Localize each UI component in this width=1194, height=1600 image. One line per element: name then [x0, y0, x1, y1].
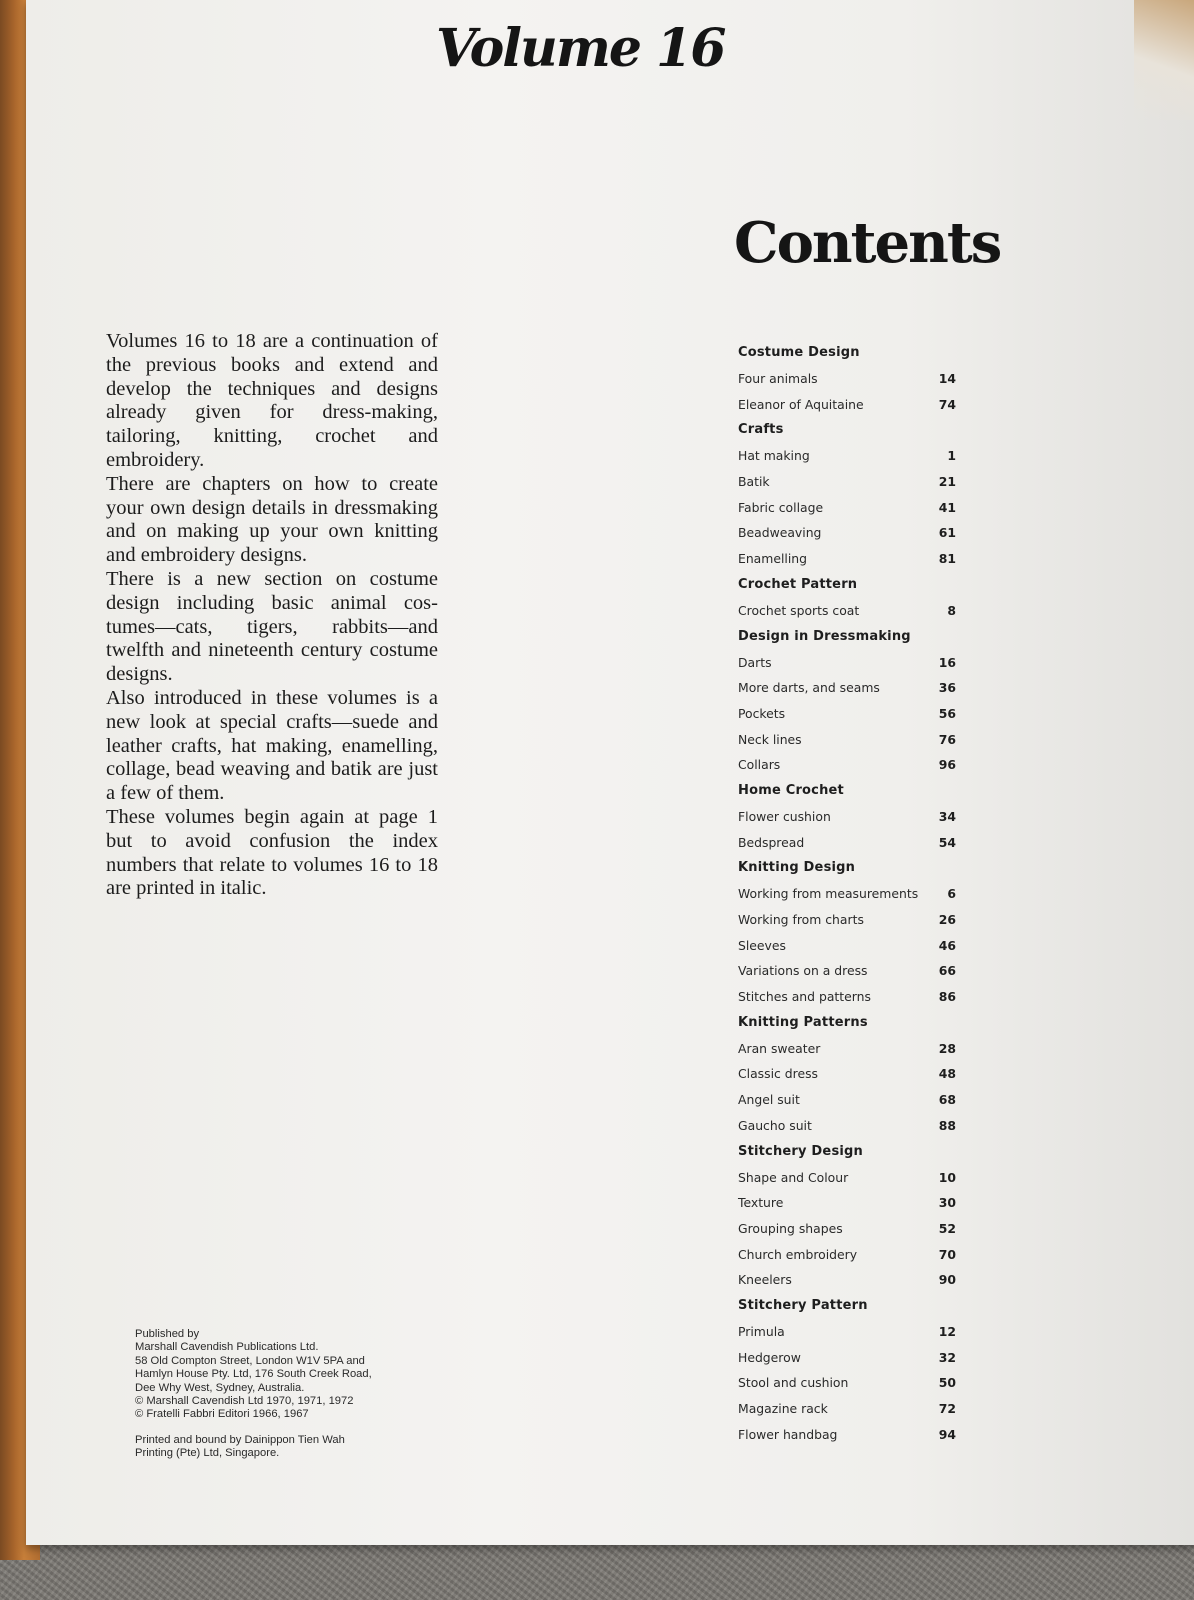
toc-entry	[738, 752, 956, 778]
toc-section-heading: Costume Design	[738, 345, 860, 360]
toc-entry	[738, 675, 956, 701]
toc-entry-title: Texture	[738, 1195, 784, 1211]
toc-entry-page: 50	[938, 1375, 956, 1391]
toc-entry	[738, 1319, 956, 1345]
toc-entry-page: 74	[938, 396, 956, 412]
toc-entry-page: 66	[938, 963, 956, 979]
intro-text	[106, 330, 438, 901]
toc-entry-title: Magazine rack	[738, 1401, 828, 1416]
toc-entry-page: 36	[938, 680, 956, 696]
toc-entry-title: Bedspread	[738, 834, 805, 850]
toc-entry-page: 6	[947, 886, 956, 902]
toc-entry-title: Darts	[738, 654, 772, 670]
toc-section	[738, 1293, 956, 1447]
toc-entry-title: Gaucho suit	[738, 1117, 812, 1133]
book-page	[26, 0, 1194, 1545]
toc-entry	[738, 1061, 956, 1087]
toc-entry-title: Four animals	[738, 371, 818, 386]
toc-entry	[738, 1190, 956, 1216]
toc-entry-page: 16	[938, 654, 956, 670]
toc-section	[738, 624, 956, 778]
toc-entry-title: Working from measurements	[738, 886, 919, 902]
toc-entry	[738, 1422, 956, 1448]
toc-section	[738, 1010, 956, 1139]
toc-entry	[738, 958, 956, 984]
toc-entry-title: Eleanor of Aquitaine	[738, 396, 864, 412]
intro-paragraph: There is a new section on costume design including basic animal cos-tumes—cats, tigers, rabbits—and twelfth and nineteenth century costume designs.	[106, 567, 438, 686]
toc-entry-page: 14	[938, 371, 956, 386]
toc-entry	[738, 650, 956, 676]
toc-entry-title: Primula	[738, 1323, 785, 1339]
toc-entry	[738, 1370, 956, 1396]
toc-entry-title: Classic dress	[738, 1066, 819, 1082]
toc-entry	[738, 1345, 956, 1371]
toc-entry-page: 10	[938, 1169, 956, 1185]
toc-entry-title: Beadweaving	[738, 525, 822, 541]
toc-entry-page: 1	[947, 448, 956, 464]
toc-entry-page: 8	[947, 602, 956, 618]
table-of-contents	[738, 340, 956, 1447]
toc-entry-page: 96	[938, 757, 956, 773]
toc-entry	[738, 495, 956, 521]
toc-entry-title: Angel suit	[738, 1092, 800, 1108]
intro-paragraph: Volumes 16 to 18 are a continuation of the previous books and extend and develop the techniques and designs already given for dress-making, tailoring, knitting, crochet and embroidery.	[106, 330, 438, 471]
publisher-info	[135, 1328, 465, 1461]
published-by-text: Published by Marshall Cavendish Publications Ltd. 58 Old Compton Street, London W1V 5PA and Hamlyn House Pty. Ltd, 176 South Creek Road, Dee Why West, Sydney, Australia. © Marshall Cavendish Ltd 1970, 1971, 1972 © Fratelli Fabbri Editori 1966, 1967	[135, 1328, 372, 1421]
toc-entry-page: 88	[938, 1117, 956, 1133]
toc-entry-title: Church embroidery	[738, 1246, 858, 1262]
toc-entry-page: 94	[938, 1426, 956, 1442]
toc-entry	[738, 1267, 956, 1293]
toc-entry-page: 12	[938, 1323, 956, 1339]
intro-paragraph: These volumes begin again at page 1 but to avoid confusion the index numbers that relate to volumes 16 to 18 are printed in italic.	[106, 805, 438, 900]
toc-entry-title: Enamelling	[738, 551, 808, 567]
printed-by-text: Printed and bound by Dainippon Tien Wah Printing (Pte) Ltd, Singapore.	[135, 1433, 345, 1460]
toc-entry	[738, 1396, 956, 1422]
toc-entry	[738, 830, 956, 856]
toc-entry	[738, 469, 956, 495]
toc-entry-page: 68	[938, 1092, 956, 1108]
toc-entry-page: 72	[938, 1401, 956, 1416]
toc-entry	[738, 1216, 956, 1242]
toc-section	[738, 855, 956, 1009]
toc-entry-title: Hedgerow	[738, 1349, 801, 1365]
toc-entry-title: Sleeves	[738, 937, 786, 953]
intro-paragraph: There are chapters on how to create your own design details in dressmaking and on making up your own knitting and embroidery designs.	[106, 472, 438, 567]
toc-entry	[738, 1242, 956, 1268]
toc-entry	[738, 366, 956, 392]
toc-entry-page: 76	[938, 731, 956, 747]
toc-entry-title: More darts, and seams	[738, 680, 880, 696]
toc-entry-page: 52	[938, 1220, 956, 1236]
toc-entry-page: 28	[938, 1040, 956, 1056]
toc-entry-title: Kneelers	[738, 1272, 792, 1288]
toc-entry	[738, 907, 956, 933]
toc-section	[738, 417, 956, 571]
toc-entry-title: Variations on a dress	[738, 963, 868, 979]
toc-entry	[738, 804, 956, 830]
toc-section-heading: Knitting Design	[738, 860, 856, 876]
toc-entry	[738, 520, 956, 546]
toc-entry-page: 21	[938, 474, 956, 490]
toc-entry-title: Flower cushion	[738, 808, 831, 824]
toc-section-heading: Crochet Pattern	[738, 576, 858, 592]
toc-entry-page: 61	[938, 525, 956, 541]
toc-entry	[738, 701, 956, 727]
toc-section	[738, 1139, 956, 1293]
toc-entry	[738, 727, 956, 753]
toc-entry	[738, 546, 956, 572]
toc-entry	[738, 1165, 956, 1191]
toc-entry	[738, 933, 956, 959]
toc-entry-page: 56	[938, 705, 956, 721]
toc-entry-page: 32	[938, 1349, 956, 1365]
toc-entry-title: Fabric collage	[738, 499, 824, 515]
toc-entry	[738, 598, 956, 624]
toc-entry-title: Pockets	[738, 705, 786, 721]
toc-entry-page: 26	[938, 912, 956, 927]
toc-section-heading: Crafts	[738, 422, 784, 438]
toc-entry-page: 81	[938, 551, 956, 567]
toc-entry-page: 86	[938, 989, 956, 1005]
toc-entry	[738, 984, 956, 1010]
toc-entry-page: 90	[938, 1272, 956, 1288]
toc-entry-page: 34	[938, 808, 956, 824]
toc-section	[738, 572, 956, 624]
toc-entry	[738, 443, 956, 469]
toc-section-heading: Home Crochet	[738, 782, 844, 798]
toc-entry-title: Grouping shapes	[738, 1220, 843, 1236]
toc-section	[738, 778, 956, 855]
toc-section-heading: Knitting Patterns	[738, 1014, 868, 1030]
toc-entry	[738, 1113, 956, 1139]
toc-section-heading: Stitchery Pattern	[738, 1297, 868, 1313]
toc-entry-page: 54	[938, 834, 956, 850]
toc-entry-title: Flower handbag	[738, 1426, 838, 1442]
toc-entry-title: Shape and Colour	[738, 1169, 849, 1185]
toc-entry-title: Aran sweater	[738, 1040, 821, 1056]
toc-entry-title: Batik	[738, 474, 770, 490]
toc-entry	[738, 1087, 956, 1113]
toc-section	[738, 340, 956, 417]
toc-entry-title: Neck lines	[738, 731, 802, 747]
toc-entry-page: 41	[938, 499, 956, 515]
toc-entry-title: Working from charts	[738, 912, 864, 927]
toc-section-heading: Design in Dressmaking	[738, 628, 911, 644]
toc-entry-page: 70	[938, 1246, 956, 1262]
toc-entry-title: Collars	[738, 757, 781, 773]
toc-entry-title: Stitches and patterns	[738, 989, 871, 1005]
toc-section-heading: Stitchery Design	[738, 1143, 863, 1159]
toc-entry-title: Crochet sports coat	[738, 602, 860, 618]
toc-entry-page: 30	[938, 1195, 956, 1211]
toc-entry	[738, 881, 956, 907]
volume-title: Volume 16	[436, 18, 725, 79]
toc-entry-title: Stool and cushion	[738, 1375, 849, 1391]
toc-entry	[738, 1036, 956, 1062]
toc-entry-page: 48	[938, 1066, 956, 1082]
toc-entry-page: 46	[938, 937, 956, 953]
toc-entry-title: Hat making	[738, 448, 810, 464]
page-edge-shadow	[1134, 0, 1194, 120]
contents-title: Contents	[734, 210, 1001, 276]
intro-paragraph: Also introduced in these volumes is a new look at special crafts—suede and leather crafts, hat making, enamelling, collage, bead weaving and batik are just a few of them.	[106, 686, 438, 805]
toc-entry	[738, 392, 956, 418]
